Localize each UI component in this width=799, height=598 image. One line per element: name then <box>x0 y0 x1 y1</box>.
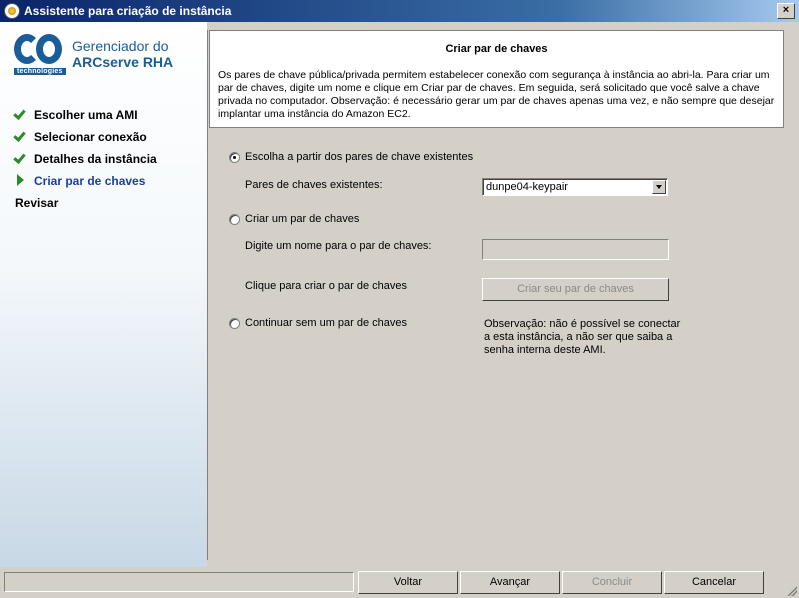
existing-keypair-select[interactable] <box>482 178 668 196</box>
button-bar <box>0 568 799 598</box>
app-icon <box>4 3 20 19</box>
next-button[interactable]: Avançar <box>460 571 560 594</box>
status-field <box>4 572 354 592</box>
create-keypair-click-label: Clique para criar o par de chaves <box>245 280 408 292</box>
check-icon <box>14 108 26 120</box>
step-create-key-pair <box>0 172 207 194</box>
keypair-name-label: Digite um nome para o par de chaves: <box>245 240 432 252</box>
content-pane <box>207 30 786 560</box>
product-name <box>72 38 173 70</box>
product-name-line2: ARCserve RHA <box>72 54 174 70</box>
resize-grip-icon[interactable] <box>787 586 797 596</box>
step-label: Selecionar conexão <box>34 130 147 144</box>
window-title: Assistente para criação de instância <box>24 4 232 18</box>
finish-button[interactable]: Concluir <box>562 571 662 594</box>
step-label: Revisar <box>15 196 59 210</box>
current-step-arrow-icon <box>14 174 26 186</box>
step-label: Criar par de chaves <box>34 174 146 188</box>
step-instance-details <box>0 150 207 172</box>
no-keypair-option-label[interactable]: Continuar sem um par de chaves <box>245 317 408 329</box>
check-icon <box>14 152 26 164</box>
no-keypair-radio[interactable] <box>229 318 240 329</box>
wizard-steps <box>0 106 207 216</box>
title-bar[interactable] <box>0 0 799 22</box>
existing-keypair-option-label[interactable]: Escolha a partir dos pares de chave existentes <box>245 151 474 163</box>
check-icon <box>14 130 26 142</box>
ca-logo-mark <box>14 34 64 70</box>
step-label: Detalhes da instância <box>34 152 157 166</box>
no-keypair-note: Observação: não é possível se conectar a esta instância, a não ser que saiba a senha interna deste AMI. <box>484 318 681 356</box>
steps-pane <box>0 22 207 567</box>
existing-keypair-label: Pares de chaves existentes: <box>245 179 383 191</box>
step-select-connection <box>0 128 207 150</box>
back-button[interactable]: Voltar <box>358 571 458 594</box>
page-header <box>209 30 784 128</box>
cancel-button[interactable]: Cancelar <box>664 571 764 594</box>
keypair-name-input[interactable] <box>482 239 669 260</box>
step-choose-ami <box>0 106 207 128</box>
create-keypair-option-label[interactable]: Criar um par de chaves <box>245 213 360 225</box>
ca-logo-subtitle: technologies <box>14 68 66 75</box>
create-keypair-radio[interactable] <box>229 214 240 225</box>
product-name-line1: Gerenciador do <box>72 38 169 54</box>
close-icon[interactable]: × <box>777 3 795 19</box>
create-keypair-button[interactable]: Criar seu par de chaves <box>482 278 669 301</box>
step-review <box>0 194 207 216</box>
chevron-down-icon[interactable] <box>652 180 666 194</box>
existing-keypair-radio[interactable] <box>229 152 240 163</box>
step-label: Escolher uma AMI <box>34 108 138 122</box>
existing-keypair-value: dunpe04-keypair <box>486 181 568 193</box>
ca-logo <box>14 32 204 92</box>
page-description: Os pares de chave pública/privada permitem estabelecer conexão com segurança à instância ao abri-la. Para criar um par de chaves, digite um nome e clique em Criar par de chaves. Em seguida, será solicitado que você salve a chave privada no computador. Observação: é necessário gerar um par de chaves apenas uma vez, e não sempre que desejar implantar uma instância do Amazon EC2. <box>218 69 775 120</box>
page-title: Criar par de chaves <box>445 43 548 55</box>
